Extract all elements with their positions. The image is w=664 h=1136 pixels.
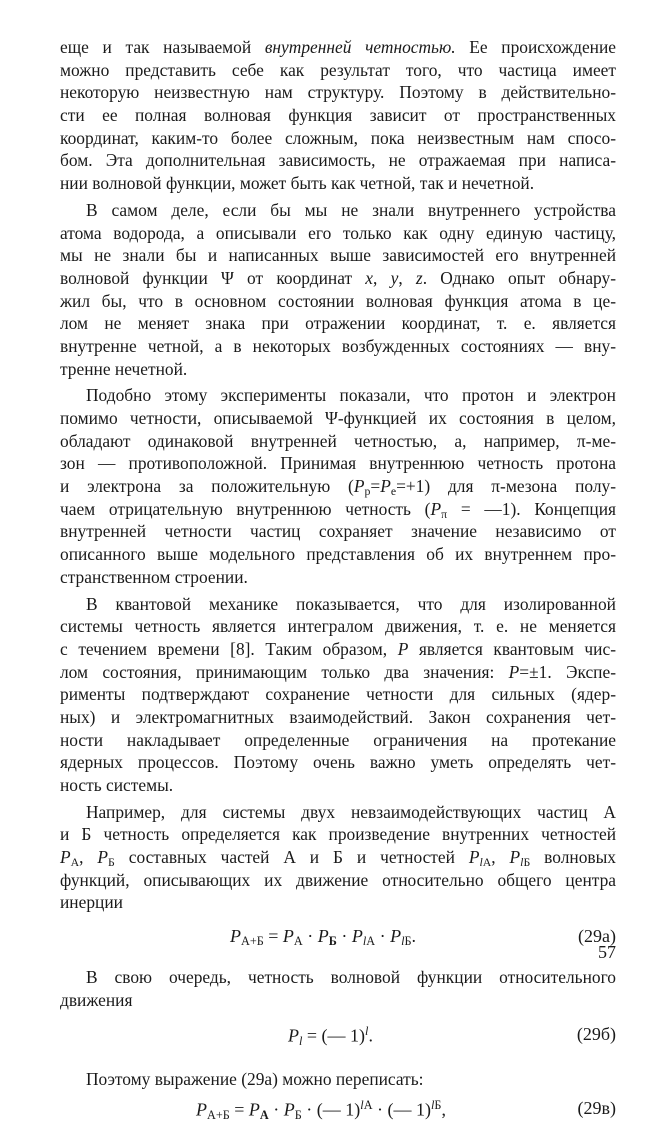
text-line: чаем отрицательную внутреннюю четность ($P_\pi$ = —1). Концепция: [60, 498, 617, 521]
text-line: можно представить себе как результат того, что частица имеет: [60, 59, 616, 80]
text-line: бом. Эта дополнительная зависимость, не отражаемая при написа-: [60, 150, 616, 171]
page-number: 57: [598, 942, 616, 962]
equation-29v: [60, 1090, 616, 1136]
text-line: зон — противоположной. Принимая внутреннюю четность протона: [60, 453, 616, 474]
text-line: лом не меняет знака при отражении координат, т. е. является: [60, 313, 616, 334]
text-line: волновой функции Ψ от координат x, y, z. Однако опыт обнару-: [60, 267, 616, 288]
text-line: инерции: [60, 892, 123, 913]
equation-29a: [60, 914, 616, 960]
text-line: и электрона за положительную $(P_p=P_e=+1)$ для π-мезона полу-: [60, 476, 617, 499]
text-line: еще и так называемой внутренней четностью. Ее происхождение: [60, 37, 616, 57]
text-line: нии волновой функции, может быть как четной, так и нечетной.: [60, 173, 535, 194]
text-line: странственном строении.: [60, 566, 248, 587]
text-line: $P_А$, $P_Б$ составных частей А и Б и четностей $P_{lА}$, $P_{lБ}$ волновых: [60, 847, 616, 870]
text-line: координат, каким-то более сложным, пока неизвестным нам спосо-: [60, 127, 616, 148]
text-line: ных) и электромагнитных взаимодействий. Закон сохранения чет-: [60, 706, 616, 727]
equation-number: (29в): [577, 1098, 616, 1119]
equation-body: $P_l$ = (— 1)$^l$.: [288, 1023, 373, 1048]
equation-number: (29б): [576, 1023, 616, 1044]
text-line: помимо четности, описываемой Ψ-функцией их состояния в целом,: [60, 408, 616, 428]
text-line: ность системы.: [60, 775, 174, 795]
paragraph-5: [60, 801, 616, 914]
equation-body: $P_{А+Б} = P_А \cdot P_Б \cdot P_{lА} \cdot P_{lБ}$.: [230, 926, 417, 949]
text-line: атома водорода, а описывали его только как одну единую частицу,: [60, 222, 616, 243]
text-line: некоторую неизвестную нам структуру. Поэтому в действительно-: [60, 82, 616, 103]
text-column: [60, 36, 616, 1136]
text-line: сти ее полная волновая функция зависит от пространственных: [60, 105, 616, 126]
text-line: внутренней четности частиц сохраняет значение независимо от: [60, 521, 616, 542]
paragraph-6: [60, 966, 616, 1011]
paragraph-2: [60, 199, 616, 381]
text-line: мы не знали бы и написанных выше зависимостей его внутренней: [60, 245, 616, 266]
text-line: рименты подтверждают сохранение четности для сильных (ядер-: [60, 684, 616, 705]
text-line: Например, для системы двух невзаимодействующих частиц А: [86, 801, 616, 822]
text-line: с течением времени [8]. Таким образом, P является квантовым чис-: [60, 638, 616, 659]
text-line: жил бы, что в основном состоянии волновая функция атома в це-: [60, 290, 616, 311]
text-line: В самом деле, если бы мы не знали внутреннего устройства: [86, 199, 616, 220]
text-line: движения: [60, 989, 133, 1010]
text-line: функций, описывающих их движение относительно общего центра: [60, 869, 616, 890]
text-line: обладают одинаковой внутренней четностью, а, например, π-ме-: [60, 430, 616, 451]
equation-body: $P_{А+Б} = P_А \cdot P_Б$ · (— 1)$^{lА}$ · (— 1)$^{lБ}$,: [196, 1098, 446, 1122]
text-line: тренне нечетной.: [60, 358, 188, 379]
paragraph-1: [60, 36, 616, 195]
paragraph-4: [60, 593, 616, 797]
text-line: и Б четность определяется как произведение внутренних четностей: [60, 824, 616, 845]
text-line: лом состояния, принимающим только два значения: P=±1. Экспе-: [60, 661, 617, 682]
text-line: Подобно этому эксперименты показали, что протон и электрон: [86, 385, 616, 406]
paragraph-3: [60, 384, 616, 588]
text-line: ядерных процессов. Поэтому очень важно уметь определять чет-: [60, 752, 616, 773]
text-line: внутренне четной, а в некоторых возбужденных состояниях — вну-: [60, 335, 616, 356]
text-line: описанного выше модельного представления об их внутреннем про-: [60, 544, 616, 565]
text-line: системы четность является интегралом движения, т. е. не меняется: [60, 616, 616, 637]
text-line: В квантовой механике показывается, что для изолированной: [86, 593, 616, 614]
text-line: Поэтому выражение (29а) можно переписать:: [86, 1068, 424, 1089]
text-line: ности накладывает определенные ограничения на протекание: [60, 729, 616, 750]
equation-29b: [60, 1012, 616, 1058]
paragraph-7: [60, 1068, 616, 1091]
text-line: В свою очередь, четность волновой функции относительного: [86, 967, 616, 988]
equation-number: (29а): [578, 926, 616, 947]
